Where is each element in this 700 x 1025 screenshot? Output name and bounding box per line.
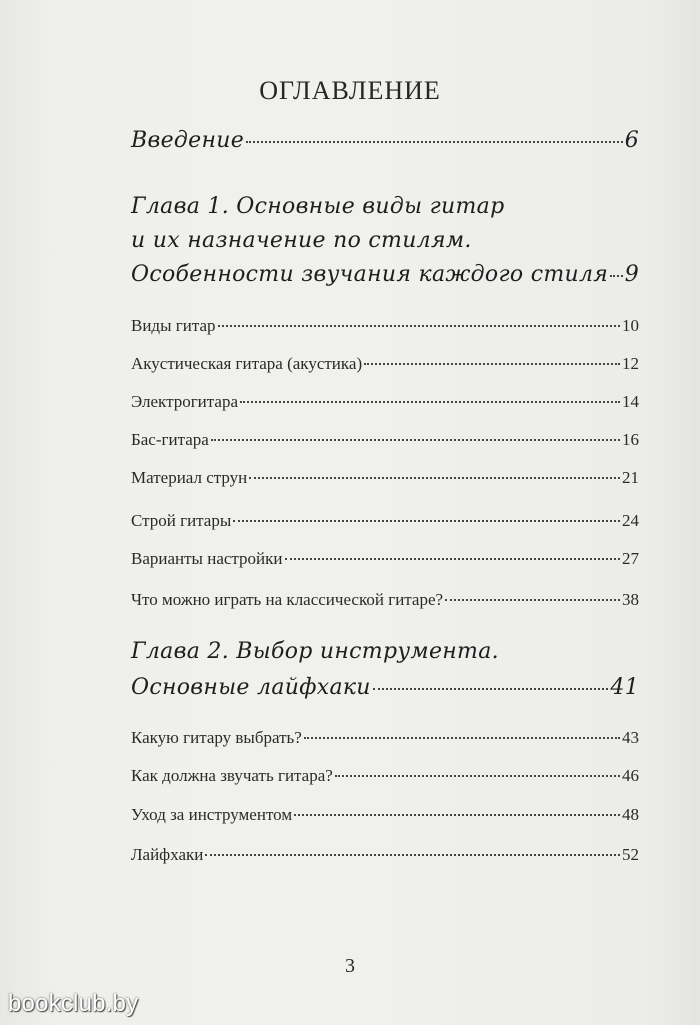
leader-dots: [610, 275, 623, 277]
toc-entry-label: Введение: [131, 128, 245, 153]
toc-entry-label: Виды гитар: [131, 316, 216, 335]
leader-dots: [205, 854, 620, 856]
leader-dots: [445, 599, 620, 601]
toc-entry-chapter2: [131, 675, 639, 700]
toc-entry-label: Уход за инструментом: [131, 805, 293, 824]
toc-entry-page: 52: [622, 845, 639, 864]
toc-title: ОГЛАВЛЕНИЕ: [259, 76, 441, 105]
toc-entry-label: Что можно играть на классической гитаре?: [131, 590, 444, 609]
leader-dots: [233, 520, 620, 522]
toc-entry-page: 43: [622, 728, 639, 747]
toc-entry-label: Строй гитары: [131, 511, 232, 530]
toc-entry-label: Какую гитару выбрать?: [131, 728, 302, 747]
leader-dots: [364, 363, 620, 365]
toc-entry-page: 48: [622, 805, 639, 824]
page-number: 3: [345, 955, 355, 977]
toc-entry-chapter1: [131, 262, 639, 287]
toc-entry-label: Акустическая гитара (акустика): [131, 354, 363, 373]
leader-dots: [335, 775, 620, 777]
leader-dots: [294, 814, 620, 816]
chapter1-heading-line-2: и их назначение по стилям.: [131, 228, 472, 253]
chapter1-heading-line-1: Глава 1. Основные виды гитар: [131, 194, 505, 219]
toc-entry-page: 6: [624, 128, 639, 153]
toc-entry: [131, 728, 639, 748]
toc-entry: [131, 392, 639, 412]
toc-entry-page: 14: [622, 392, 639, 411]
toc-entry: [131, 549, 639, 569]
leader-dots: [304, 737, 620, 739]
leader-dots: [285, 558, 620, 560]
toc-entry: [131, 590, 639, 610]
toc-entry: [131, 354, 639, 374]
toc-entry-page: 9: [624, 262, 639, 287]
toc-entry: [131, 766, 639, 786]
toc-entry-label: Как должна звучать гитара?: [131, 766, 333, 785]
toc-entry: [131, 316, 639, 336]
leader-dots: [373, 688, 609, 690]
toc-entry-label: Основные лайфхаки: [131, 675, 371, 700]
toc-entry: [131, 845, 639, 865]
toc-entry-label: Бас-гитара: [131, 430, 209, 449]
toc-entry-page: 41: [610, 675, 639, 700]
toc-entry-page: 24: [622, 511, 639, 530]
leader-dots: [246, 141, 623, 143]
leader-dots: [211, 439, 620, 441]
leader-dots: [249, 477, 620, 479]
leader-dots: [240, 401, 620, 403]
watermark-text: bookclub.by: [8, 990, 139, 1017]
toc-entry-label: Материал струн: [131, 468, 248, 487]
chapter2-heading-line-1: Глава 2. Выбор инструмента.: [131, 639, 499, 664]
toc-entry-page: 27: [622, 549, 639, 568]
toc-entry-page: 16: [622, 430, 639, 449]
leader-dots: [218, 325, 620, 327]
toc-entry: [131, 805, 639, 825]
toc-entry-label: Электрогитара: [131, 392, 238, 411]
toc-entry: [131, 468, 639, 488]
toc-entry-page: 38: [622, 590, 639, 609]
toc-entry: [131, 430, 639, 450]
toc-entry-page: 10: [622, 316, 639, 335]
toc-entry-page: 12: [622, 354, 639, 373]
toc-entry-label: Лайфхаки: [131, 845, 204, 864]
toc-entry-label: Особенности звучания каждого стиля: [131, 262, 609, 287]
toc-entry-label: Варианты настройки: [131, 549, 283, 568]
toc-entry-intro: [131, 128, 639, 153]
toc-entry: [131, 511, 639, 531]
toc-entry-page: 46: [622, 766, 639, 785]
toc-entry-page: 21: [622, 468, 639, 487]
